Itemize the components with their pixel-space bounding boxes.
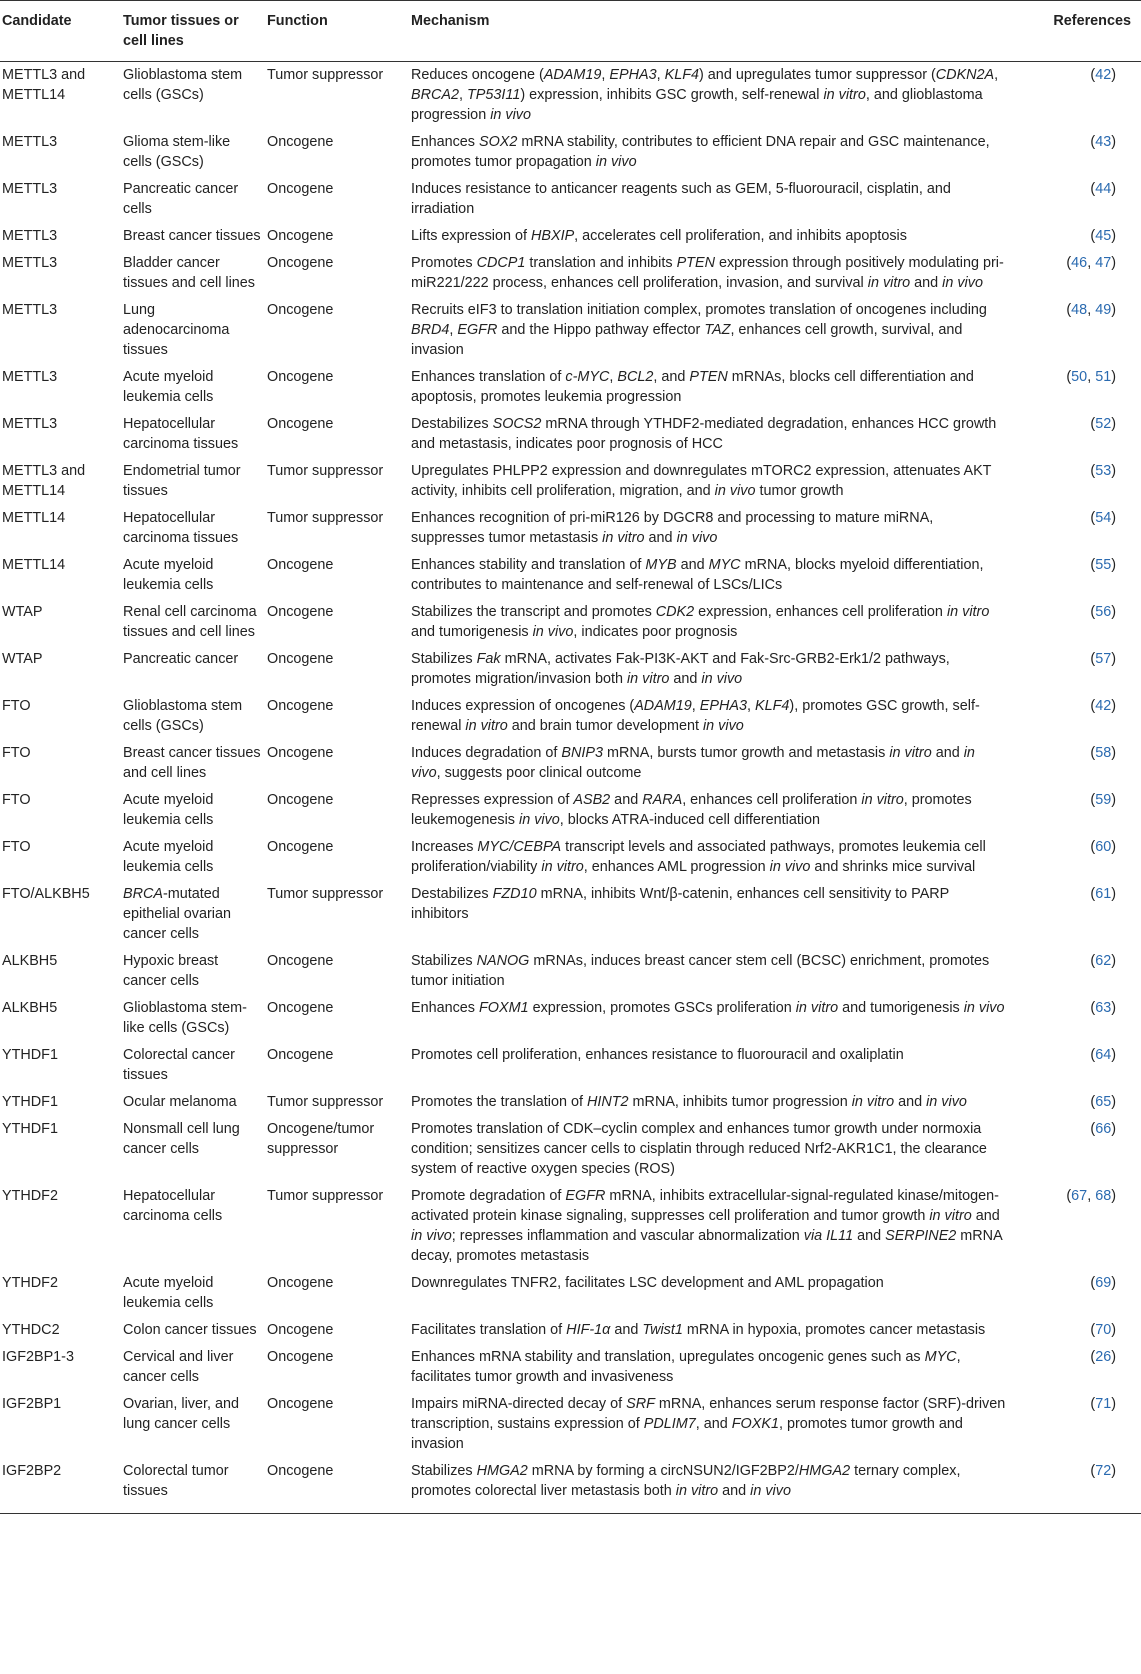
- candidate-cell: METTL3: [2, 181, 58, 197]
- candidate-cell: YTHDF2: [2, 1275, 58, 1291]
- tissue-cell: BRCA-mutated epithelial ovarian cancer cells: [123, 886, 232, 942]
- function-cell: Oncogene: [267, 1322, 334, 1338]
- candidate-cell: YTHDF1: [2, 1047, 58, 1063]
- reference-link[interactable]: 52: [1095, 416, 1112, 432]
- table-row: [0, 1042, 1141, 1089]
- function-cell: Oncogene: [267, 181, 334, 197]
- header-tissue: Tumor tissues or cell lines: [121, 1, 265, 62]
- header-candidate: Candidate: [0, 1, 121, 62]
- references-cell: (45): [1090, 228, 1116, 244]
- reference-link[interactable]: 51: [1095, 369, 1112, 385]
- reference-link[interactable]: 63: [1095, 1000, 1112, 1016]
- function-cell: Oncogene: [267, 255, 334, 271]
- tissue-cell: Renal cell carcinoma tissues and cell lines: [123, 604, 257, 640]
- table-row: [0, 364, 1141, 411]
- candidate-cell: METTL14: [2, 557, 66, 573]
- tissue-cell: Hepatocellular carcinoma tissues: [123, 416, 239, 452]
- tissue-cell: Glioblastoma stem cells (GSCs): [123, 698, 243, 734]
- references-cell: (52): [1090, 416, 1116, 432]
- reference-link[interactable]: 53: [1095, 463, 1112, 479]
- reference-link[interactable]: 55: [1095, 557, 1112, 573]
- references-cell: (43): [1090, 134, 1116, 150]
- table-row: [0, 740, 1141, 787]
- candidate-cell: ALKBH5: [2, 953, 58, 969]
- reference-link[interactable]: 26: [1095, 1349, 1112, 1365]
- reference-link[interactable]: 65: [1095, 1094, 1112, 1110]
- reference-link[interactable]: 54: [1095, 510, 1112, 526]
- table-row: [0, 1183, 1141, 1270]
- reference-link[interactable]: 44: [1095, 181, 1112, 197]
- candidate-cell: FTO: [2, 698, 31, 714]
- reference-link[interactable]: 42: [1095, 698, 1112, 714]
- table-row: [0, 250, 1141, 297]
- function-cell: Oncogene: [267, 745, 334, 761]
- candidate-cell: METTL3 and METTL14: [2, 463, 86, 499]
- references-cell: (67, 68): [1066, 1188, 1116, 1204]
- reference-link[interactable]: 72: [1095, 1463, 1112, 1479]
- mechanism-cell: Destabilizes FZD10 mRNA, inhibits Wnt/β-catenin, enhances cell sensitivity to PARP inhibitors: [411, 886, 950, 922]
- mechanism-cell: Upregulates PHLPP2 expression and downregulates mTORC2 expression, attenuates AKT activity, inhibits cell proliferation, migration, and in vivo tumor growth: [411, 463, 992, 499]
- reference-link[interactable]: 68: [1095, 1188, 1112, 1204]
- function-cell: Oncogene: [267, 1275, 334, 1291]
- mechanism-cell: Enhances SOX2 mRNA stability, contributes to efficient DNA repair and GSC maintenance, promotes tumor propagation in vivo: [411, 134, 990, 170]
- table-row: [0, 646, 1141, 693]
- candidate-cell: METTL3: [2, 416, 58, 432]
- header-references: References: [1012, 1, 1141, 62]
- mechanism-cell: Promotes the translation of HINT2 mRNA, inhibits tumor progression in vitro and in vivo: [411, 1094, 967, 1110]
- reference-link[interactable]: 66: [1095, 1121, 1112, 1137]
- candidate-cell: WTAP: [2, 604, 43, 620]
- table-row: [0, 995, 1141, 1042]
- table-body: [0, 62, 1141, 1514]
- tissue-cell: Colorectal cancer tissues: [123, 1047, 235, 1083]
- tissue-cell: Colorectal tumor tissues: [121, 1458, 265, 1514]
- candidate-cell: IGF2BP1-3: [2, 1349, 74, 1365]
- table-row: [0, 223, 1141, 250]
- tissue-cell: Pancreatic cancer: [123, 651, 239, 667]
- tissue-cell: Glioma stem-like cells (GSCs): [123, 134, 231, 170]
- tissue-cell: Ovarian, liver, and lung cancer cells: [123, 1396, 239, 1432]
- reference-link[interactable]: 67: [1071, 1188, 1088, 1204]
- mechanism-cell: Impairs miRNA-directed decay of SRF mRNA, enhances serum response factor (SRF)-driven transcription, sustains expression of PDLIM7, and FOXK1, promotes tumor growth and invasion: [411, 1396, 1006, 1452]
- table-row: [0, 948, 1141, 995]
- function-cell: Oncogene: [267, 369, 334, 385]
- table-row: [0, 1089, 1141, 1116]
- candidate-cell: WTAP: [2, 651, 43, 667]
- mechanism-cell: Induces expression of oncogenes (ADAM19, EPHA3, KLF4), promotes GSC growth, self-renewal in vitro and brain tumor development in vivo: [411, 698, 980, 734]
- references-cell: (65): [1090, 1094, 1116, 1110]
- candidate-cell: FTO/ALKBH5: [2, 886, 90, 902]
- tissue-cell: Glioblastoma stem cells (GSCs): [123, 67, 243, 103]
- tissue-cell: Colon cancer tissues: [123, 1322, 257, 1338]
- references-cell: (66): [1090, 1121, 1116, 1137]
- tissue-cell: Hypoxic breast cancer cells: [123, 953, 219, 989]
- candidate-cell: METTL3: [2, 255, 58, 271]
- reference-link[interactable]: 50: [1071, 369, 1088, 385]
- table-row: [0, 599, 1141, 646]
- tissue-cell: Breast cancer tissues: [123, 228, 261, 244]
- function-cell: Tumor suppressor: [267, 67, 384, 83]
- tissue-cell: Acute myeloid leukemia cells: [123, 369, 214, 405]
- reference-link[interactable]: 45: [1095, 228, 1112, 244]
- references-cell: (54): [1090, 510, 1116, 526]
- mechanism-cell: Enhances FOXM1 expression, promotes GSCs proliferation in vitro and tumorigenesis in vivo: [411, 1000, 1005, 1016]
- table-row: [0, 787, 1141, 834]
- references-cell: (59): [1090, 792, 1116, 808]
- mechanism-cell: Stabilizes HMGA2 mRNA by forming a circNSUN2/IGF2BP2/HMGA2 ternary complex, promotes colorectal liver metastasis both in vitro and in vivo: [409, 1458, 1012, 1514]
- header-mechanism: Mechanism: [409, 1, 1012, 62]
- function-cell: Oncogene: [267, 1349, 334, 1365]
- reference-link[interactable]: 69: [1095, 1275, 1112, 1291]
- table-row: [0, 411, 1141, 458]
- reference-link[interactable]: 47: [1095, 255, 1112, 271]
- tissue-cell: Pancreatic cancer cells: [123, 181, 239, 217]
- reference-link[interactable]: 58: [1095, 745, 1112, 761]
- tissue-cell: Cervical and liver cancer cells: [123, 1349, 234, 1385]
- mechanism-cell: Promotes cell proliferation, enhances resistance to fluorouracil and oxaliplatin: [411, 1047, 904, 1063]
- function-cell: Oncogene: [267, 134, 334, 150]
- tissue-cell: Breast cancer tissues and cell lines: [123, 745, 261, 781]
- mechanism-cell: Stabilizes the transcript and promotes CDK2 expression, enhances cell proliferation in vitro and tumorigenesis in vivo, indicates poor prognosis: [411, 604, 990, 640]
- references-cell: (64): [1090, 1047, 1116, 1063]
- table-row: [0, 129, 1141, 176]
- tissue-cell: Hepatocellular carcinoma cells: [123, 1188, 223, 1224]
- header-row: [0, 1, 1141, 62]
- references-cell: (50, 51): [1066, 369, 1116, 385]
- mechanism-cell: Induces resistance to anticancer reagents such as GEM, 5-fluorouracil, cisplatin, and irradiation: [411, 181, 951, 217]
- table-row: [0, 1458, 1141, 1514]
- candidate-cell: METTL3: [2, 134, 58, 150]
- references-cell: (42): [1090, 67, 1116, 83]
- candidate-cell: YTHDF1: [2, 1094, 58, 1110]
- references-cell: (53): [1090, 463, 1116, 479]
- tissue-cell: Acute myeloid leukemia cells: [123, 792, 214, 828]
- mechanism-cell: Enhances mRNA stability and translation, upregulates oncogenic genes such as MYC, facilitates tumor growth and invasiveness: [411, 1349, 961, 1385]
- candidate-cell: YTHDF1: [2, 1121, 58, 1137]
- table-row: [0, 834, 1141, 881]
- tissue-cell: Acute myeloid leukemia cells: [123, 557, 214, 593]
- function-cell: Oncogene: [267, 416, 334, 432]
- references-cell: (46, 47): [1066, 255, 1116, 271]
- function-cell: Tumor suppressor: [267, 886, 384, 902]
- references-cell: (44): [1090, 181, 1116, 197]
- table-row: [0, 1344, 1141, 1391]
- references-cell: (60): [1090, 839, 1116, 855]
- references-cell: (58): [1090, 745, 1116, 761]
- function-cell: Tumor suppressor: [267, 1094, 384, 1110]
- candidate-cell: METTL3: [2, 369, 58, 385]
- mechanism-cell: Reduces oncogene (ADAM19, EPHA3, KLF4) and upregulates tumor suppressor (CDKN2A, BRCA2, TP53I11) expression, inhibits GSC growth, self-renewal in vitro, and glioblastoma progression in vivo: [411, 67, 999, 123]
- table-row: [0, 552, 1141, 599]
- mechanism-cell: Enhances recognition of pri-miR126 by DGCR8 and processing to mature miRNA, suppresses tumor metastasis in vitro and in vivo: [411, 510, 934, 546]
- candidate-cell: YTHDF2: [2, 1188, 58, 1204]
- function-cell: Oncogene: [267, 604, 334, 620]
- references-cell: (71): [1090, 1396, 1116, 1412]
- table-row: [0, 458, 1141, 505]
- references-cell: (56): [1090, 604, 1116, 620]
- reference-link[interactable]: 42: [1095, 67, 1112, 83]
- tissue-cell: Bladder cancer tissues and cell lines: [123, 255, 255, 291]
- mechanism-cell: Induces degradation of BNIP3 mRNA, bursts tumor growth and metastasis in vitro and in vivo, suggests poor clinical outcome: [411, 745, 975, 781]
- candidate-cell: ALKBH5: [2, 1000, 58, 1016]
- references-cell: (62): [1090, 953, 1116, 969]
- candidate-cell: METTL3 and METTL14: [2, 67, 86, 103]
- table-row: [0, 1391, 1141, 1458]
- function-cell: Oncogene: [267, 302, 334, 318]
- tissue-cell: Nonsmall cell lung cancer cells: [123, 1121, 240, 1157]
- mechanism-cell: Promote degradation of EGFR mRNA, inhibits extracellular-signal-regulated kinase/mitogen-activated protein kinase signaling, suppresses cell proliferation and tumor growth in vitro and in vivo; represses inflammation and vascular abnormalization via IL11 and SERPINE2 mRNA decay, promotes metastasis: [411, 1188, 1002, 1264]
- mechanism-cell: Destabilizes SOCS2 mRNA through YTHDF2-mediated degradation, enhances HCC growth and metastasis, indicates poor prognosis of HCC: [411, 416, 997, 452]
- mechanism-cell: Enhances translation of c-MYC, BCL2, and PTEN mRNAs, blocks cell differentiation and apoptosis, promotes leukemia progression: [411, 369, 974, 405]
- tissue-cell: Ocular melanoma: [123, 1094, 237, 1110]
- function-cell: Oncogene: [267, 792, 334, 808]
- candidate-cell: FTO: [2, 745, 31, 761]
- function-cell: Tumor suppressor: [267, 510, 384, 526]
- reference-link[interactable]: 61: [1095, 886, 1112, 902]
- mechanism-cell: Enhances stability and translation of MYB and MYC mRNA, blocks myeloid differentiation, contributes to maintenance and self-renewal of LSCs/LICs: [411, 557, 984, 593]
- reference-link[interactable]: 64: [1095, 1047, 1112, 1063]
- reference-link[interactable]: 56: [1095, 604, 1112, 620]
- reference-link[interactable]: 48: [1071, 302, 1088, 318]
- function-cell: Oncogene: [267, 1000, 334, 1016]
- reference-link[interactable]: 71: [1095, 1396, 1112, 1412]
- function-cell: Oncogene: [267, 839, 334, 855]
- candidate-cell: IGF2BP2: [0, 1458, 121, 1514]
- mechanism-cell: Stabilizes NANOG mRNAs, induces breast cancer stem cell (BCSC) enrichment, promotes tumor initiation: [411, 953, 990, 989]
- references-cell: (72): [1012, 1458, 1141, 1514]
- mechanism-cell: Lifts expression of HBXIP, accelerates cell proliferation, and inhibits apoptosis: [411, 228, 907, 244]
- table-row: [0, 297, 1141, 364]
- function-cell: Oncogene: [267, 698, 334, 714]
- mechanism-cell: Promotes CDCP1 translation and inhibits PTEN expression through positively modulating pri-miR221/222 process, enhances cell proliferation, invasion, and survival in vitro and in vivo: [411, 255, 1004, 291]
- function-cell: Oncogene: [267, 1047, 334, 1063]
- references-cell: (63): [1090, 1000, 1116, 1016]
- table-row: [0, 881, 1141, 948]
- references-cell: (61): [1090, 886, 1116, 902]
- function-cell: Oncogene: [267, 1396, 334, 1412]
- table-row: [0, 1116, 1141, 1183]
- references-cell: (57): [1090, 651, 1116, 667]
- mechanism-cell: Stabilizes Fak mRNA, activates Fak-PI3K-AKT and Fak-Src-GRB2-Erk1/2 pathways, promotes migration/invasion both in vitro and in vivo: [411, 651, 950, 687]
- reference-link[interactable]: 43: [1095, 134, 1112, 150]
- references-cell: (42): [1090, 698, 1116, 714]
- reference-link[interactable]: 70: [1095, 1322, 1112, 1338]
- candidate-cell: FTO: [2, 792, 31, 808]
- references-cell: (26): [1090, 1349, 1116, 1365]
- candidate-cell: METTL3: [2, 302, 58, 318]
- references-cell: (69): [1090, 1275, 1116, 1291]
- function-cell: Oncogene: [267, 953, 334, 969]
- candidate-cell: METTL14: [2, 510, 66, 526]
- tissue-cell: Endometrial tumor tissues: [123, 463, 241, 499]
- table-row: [0, 1270, 1141, 1317]
- mechanism-cell: Recruits eIF3 to translation initiation complex, promotes translation of oncogenes including BRD4, EGFR and the Hippo pathway effector TAZ, enhances cell growth, survival, and invasion: [411, 302, 987, 358]
- function-cell: Oncogene: [265, 1458, 409, 1514]
- table-row: [0, 693, 1141, 740]
- tissue-cell: Lung adenocarcinoma tissues: [123, 302, 230, 358]
- candidate-cell: METTL3: [2, 228, 58, 244]
- mechanism-cell: Downregulates TNFR2, facilitates LSC development and AML propagation: [411, 1275, 884, 1291]
- table-row: [0, 62, 1141, 130]
- tissue-cell: Hepatocellular carcinoma tissues: [123, 510, 239, 546]
- reference-link[interactable]: 49: [1095, 302, 1112, 318]
- mechanism-cell: Facilitates translation of HIF-1α and Twist1 mRNA in hypoxia, promotes cancer metastasis: [411, 1322, 986, 1338]
- tissue-cell: Acute myeloid leukemia cells: [123, 1275, 214, 1311]
- candidate-cell: IGF2BP1: [2, 1396, 62, 1412]
- table-row: [0, 176, 1141, 223]
- references-cell: (55): [1090, 557, 1116, 573]
- reference-link[interactable]: 62: [1095, 953, 1112, 969]
- reference-link[interactable]: 60: [1095, 839, 1112, 855]
- mechanism-cell: Increases MYC/CEBPA transcript levels and associated pathways, promotes leukemia cell proliferation/viability in vitro, enhances AML progression in vivo and shrinks mice survival: [411, 839, 986, 875]
- references-cell: (70): [1090, 1322, 1116, 1338]
- function-cell: Oncogene: [267, 228, 334, 244]
- function-cell: Tumor suppressor: [267, 1188, 384, 1204]
- reference-link[interactable]: 46: [1071, 255, 1088, 271]
- reference-link[interactable]: 57: [1095, 651, 1112, 667]
- function-cell: Oncogene: [267, 557, 334, 573]
- candidate-cell: YTHDC2: [2, 1322, 60, 1338]
- table-row: [0, 505, 1141, 552]
- tissue-cell: Acute myeloid leukemia cells: [123, 839, 214, 875]
- references-cell: (48, 49): [1066, 302, 1116, 318]
- mechanism-cell: Promotes translation of CDK–cyclin complex and enhances tumor growth under normoxia condition; sensitizes cancer cells to cisplatin through reduced Nrf2-AKR1C1, the clearance system of reactive oxygen species (ROS): [411, 1121, 987, 1177]
- table-row: [0, 1317, 1141, 1344]
- function-cell: Oncogene: [267, 651, 334, 667]
- function-cell: Tumor suppressor: [267, 463, 384, 479]
- mechanism-cell: Represses expression of ASB2 and RARA, enhances cell proliferation in vitro, promotes leukemogenesis in vivo, blocks ATRA-induced cell differentiation: [411, 792, 972, 828]
- function-cell: Oncogene/tumor suppressor: [267, 1121, 375, 1157]
- reference-link[interactable]: 59: [1095, 792, 1112, 808]
- candidate-cell: FTO: [2, 839, 31, 855]
- tissue-cell: Glioblastoma stem-like cells (GSCs): [123, 1000, 247, 1036]
- header-function: Function: [265, 1, 409, 62]
